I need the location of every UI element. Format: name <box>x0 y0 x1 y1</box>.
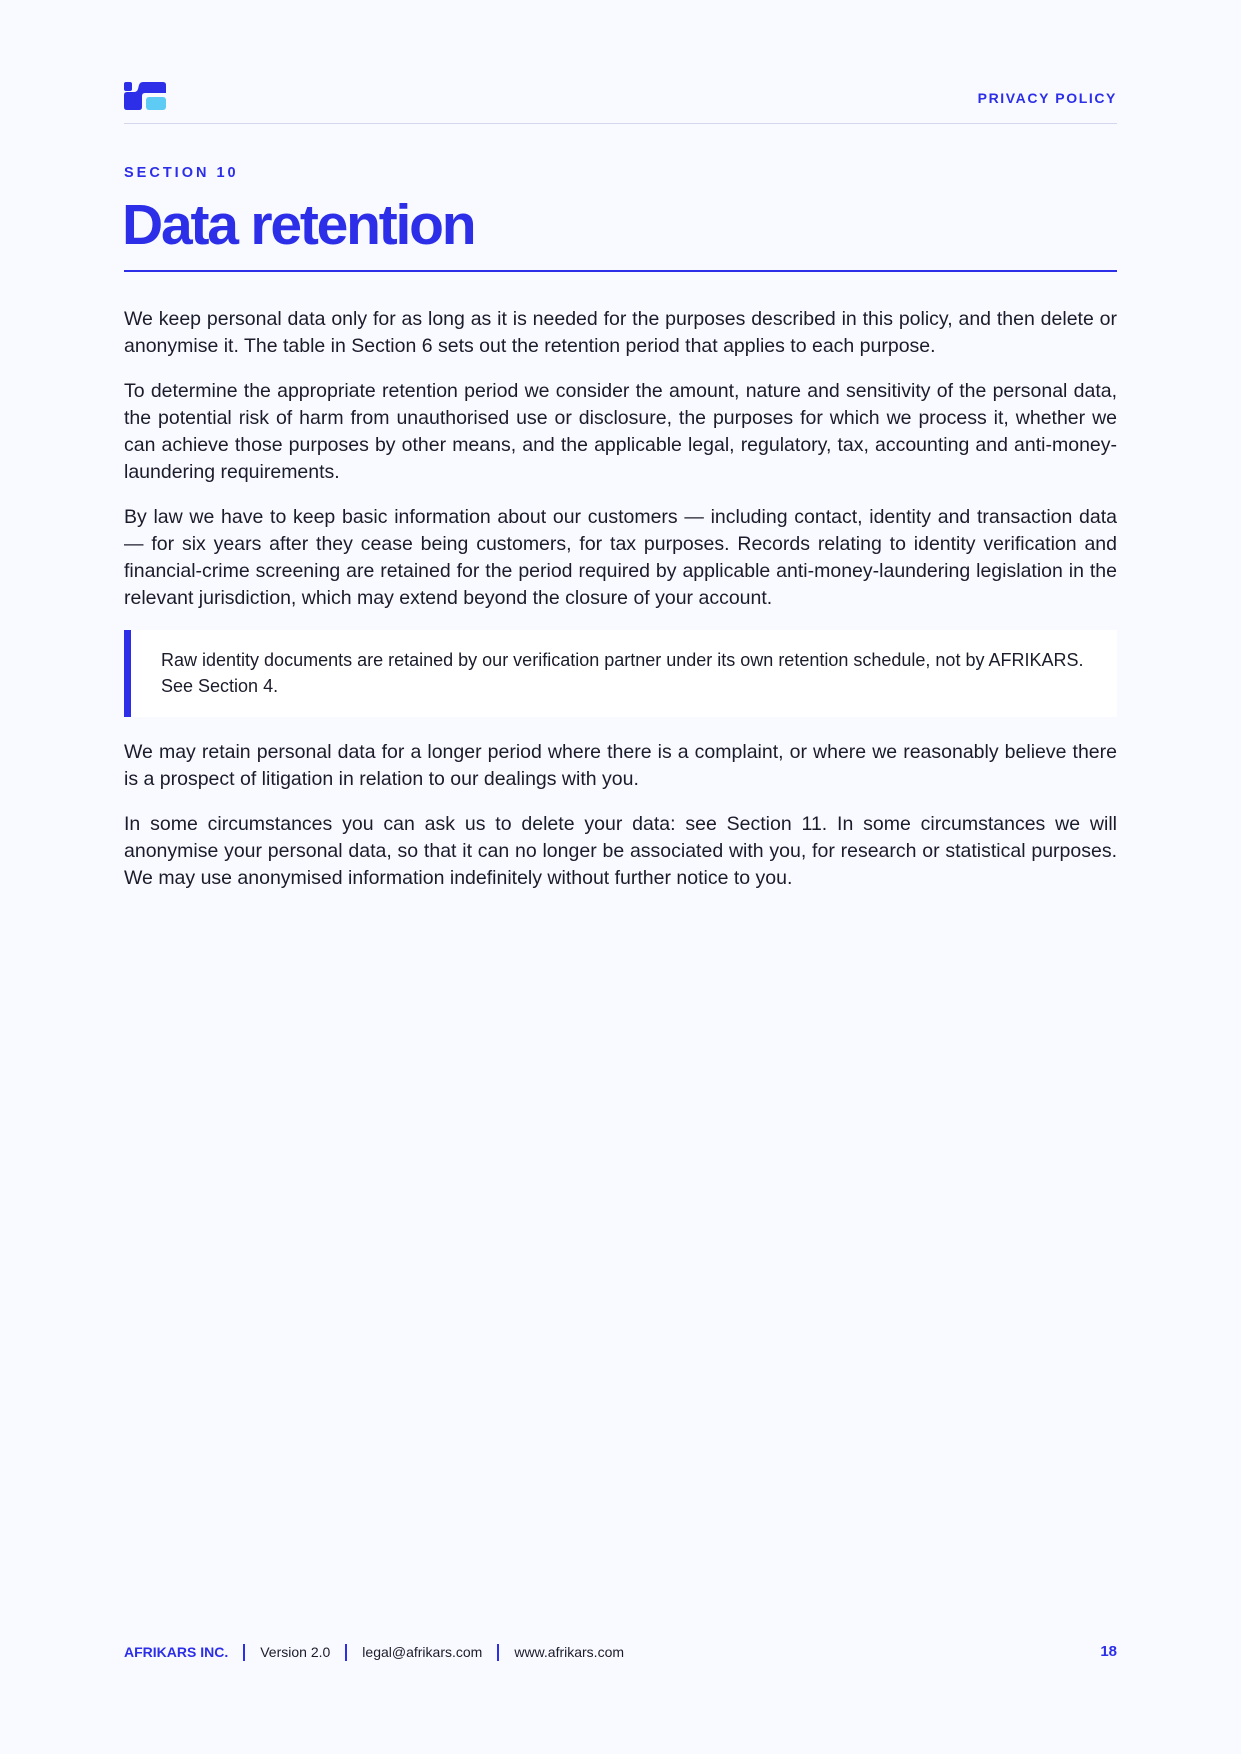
page-number: 18 <box>1100 1643 1117 1660</box>
footer-version: Version 2.0 <box>260 1644 331 1660</box>
callout-text: Raw identity documents are retained by our verification partner under its own retention schedule, not by AFRIKARS. See Section 4. <box>161 650 1084 696</box>
callout-note <box>124 630 1117 717</box>
footer-website: www.afrikars.com <box>514 1644 625 1660</box>
page-title: Data retention <box>122 193 475 257</box>
footer-company: AFRIKARS INC. <box>124 1644 229 1660</box>
body-paragraph: By law we have to keep basic information about our customers — including contact, identity and transaction data — for six years after they cease being customers, for tax purposes. Records relating to identity verification and financial-crime screening are retained for the period required by applicable anti-money-laundering legislation in the relevant jurisdiction, which may extend beyond the closure of your account. <box>124 506 1117 609</box>
document-page <box>124 0 1117 1754</box>
footer-divider <box>243 1644 245 1661</box>
body-paragraph: To determine the appropriate retention period we consider the amount, nature and sensitivity of the personal data, the potential risk of harm from unauthorised use or disclosure, the purposes for which we process it, whether we can achieve those purposes by other means, and the applicable legal, regulatory, tax, accounting and anti-money-laundering requirements. <box>124 380 1117 483</box>
footer-email: legal@afrikars.com <box>362 1644 483 1660</box>
page-header <box>124 82 1117 124</box>
section-number: SECTION 10 <box>124 165 239 181</box>
page-footer <box>124 1641 1117 1663</box>
section-body <box>124 306 1117 910</box>
body-paragraph: We keep personal data only for as long as it is needed for the purposes described in this policy, and then delete or anonymise it. The table in Section 6 sets out the retention period that applies to each purpose. <box>124 308 1117 357</box>
afrikars-logo-icon <box>124 82 166 110</box>
title-divider <box>124 270 1117 272</box>
footer-divider <box>345 1644 347 1661</box>
body-paragraph: In some circumstances you can ask us to delete your data: see Section 11. In some circumstances we will anonymise your personal data, so that it can no longer be associated with you, for research or statistical purposes. We may use anonymised information indefinitely without further notice to you. <box>124 813 1117 889</box>
body-paragraph: We may retain personal data for a longer period where there is a complaint, or where we reasonably believe there is a prospect of litigation in relation to our dealings with you. <box>124 741 1117 790</box>
footer-info <box>124 1641 624 1663</box>
document-type-label: PRIVACY POLICY <box>977 90 1117 106</box>
footer-divider <box>497 1644 499 1661</box>
